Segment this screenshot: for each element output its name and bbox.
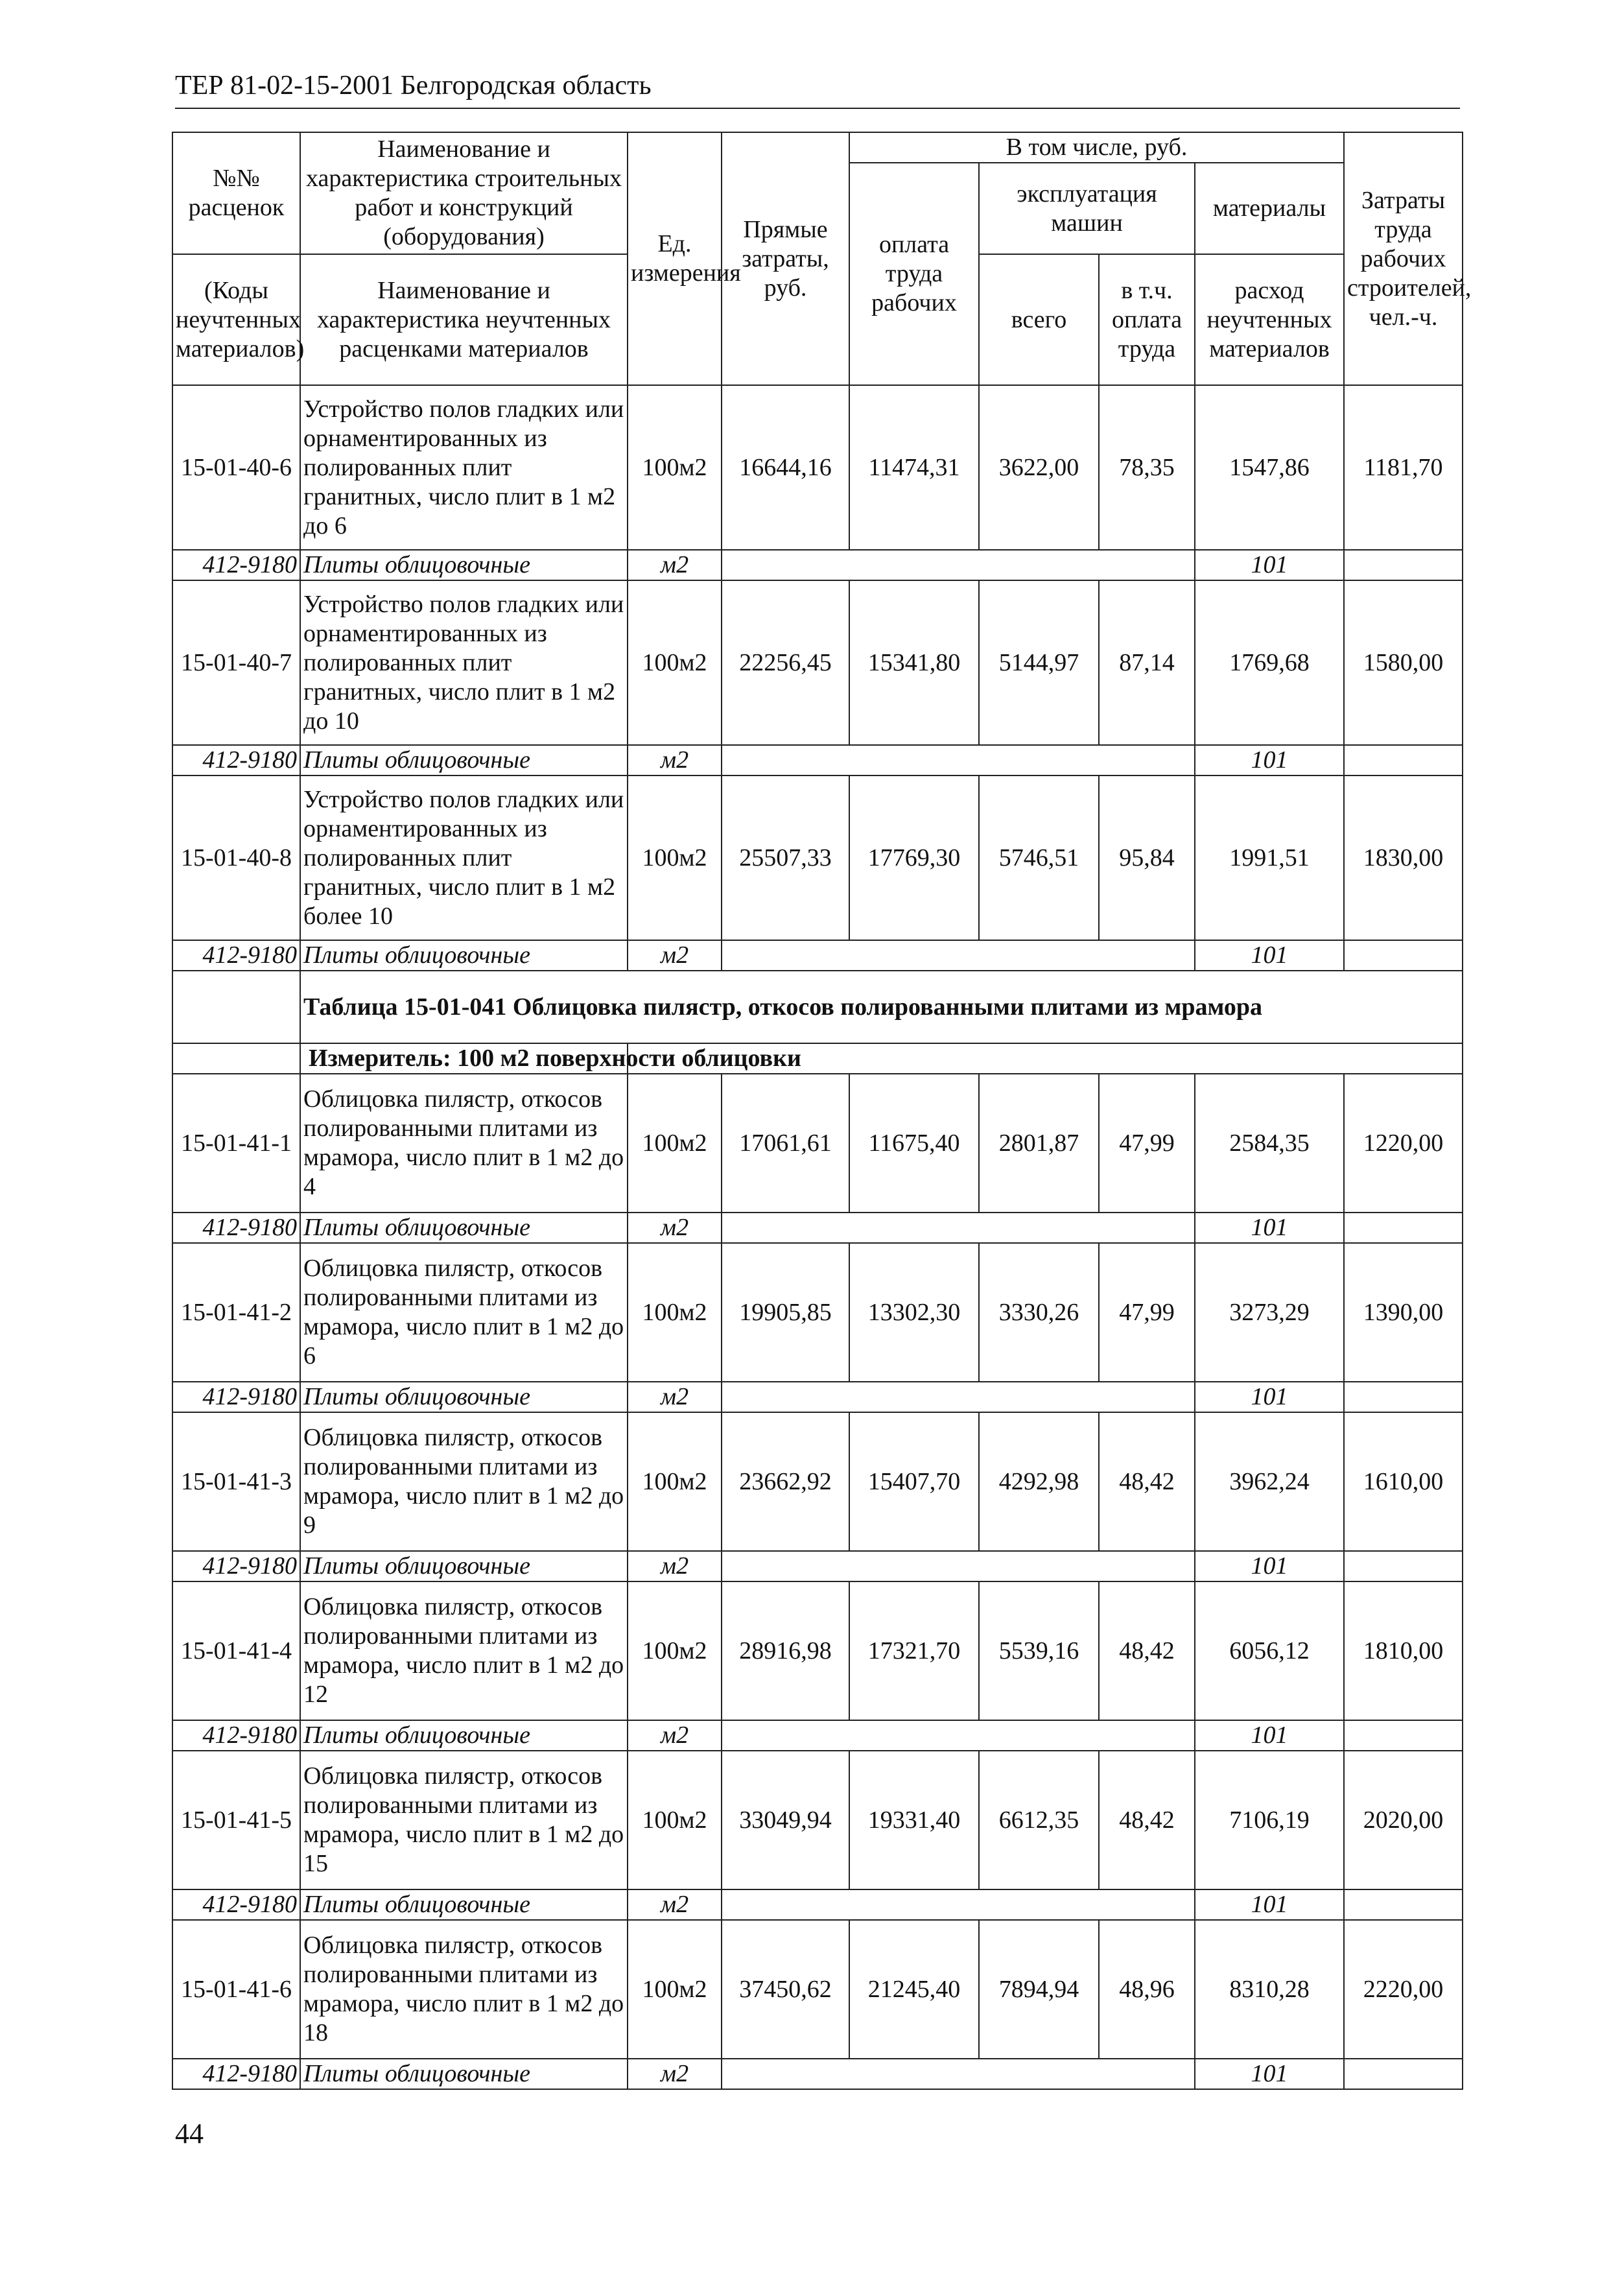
rate-code: 15-01-41-2 <box>172 1243 300 1382</box>
header-row-1 <box>172 132 1463 163</box>
material-blank-end <box>1344 745 1463 775</box>
labor-cost: 2020,00 <box>1344 1751 1463 1889</box>
col-header-labor: Затраты труда рабочих строителей, чел.-ч. <box>1344 132 1463 385</box>
materials-cost: 1991,51 <box>1195 775 1344 940</box>
machines-wages: 95,84 <box>1099 775 1195 940</box>
material-unit: м2 <box>628 1720 722 1751</box>
rate-unit: 100м2 <box>628 1243 722 1382</box>
table-title-blank <box>172 971 300 1043</box>
labor-cost: 2220,00 <box>1344 1920 1463 2059</box>
material-qty: 101 <box>1195 1382 1344 1412</box>
material-name: Плиты облицовочные <box>300 1720 628 1751</box>
col-header-materials: материалы <box>1195 163 1344 254</box>
material-code: 412-9180 <box>172 1213 300 1243</box>
machines-wages: 47,99 <box>1099 1074 1195 1213</box>
material-blank <box>722 1551 1195 1581</box>
direct-cost: 22256,45 <box>722 580 849 745</box>
rate-row <box>172 1920 1463 2059</box>
machines-wages: 47,99 <box>1099 1243 1195 1382</box>
material-code: 412-9180 <box>172 745 300 775</box>
rate-code: 15-01-40-8 <box>172 775 300 940</box>
rate-unit: 100м2 <box>628 1412 722 1551</box>
material-qty: 101 <box>1195 1720 1344 1751</box>
machines-total: 4292,98 <box>979 1412 1099 1551</box>
material-qty: 101 <box>1195 1213 1344 1243</box>
rate-code: 15-01-41-1 <box>172 1074 300 1213</box>
rate-description: Облицовка пилястр, откосов полированными плитами из мрамора, число плит в 1 м2 до 6 <box>300 1243 628 1382</box>
measure-blank <box>172 1043 300 1074</box>
material-qty: 101 <box>1195 745 1344 775</box>
measure-text: Измеритель: 100 м2 поверхности облицовки <box>300 1043 628 1074</box>
rate-code: 15-01-41-5 <box>172 1751 300 1889</box>
machines-wages: 48,42 <box>1099 1412 1195 1551</box>
header-rule <box>175 108 1460 109</box>
col-header-code: №№ расценок <box>172 132 300 254</box>
material-code: 412-9180 <box>172 1551 300 1581</box>
material-qty: 101 <box>1195 940 1344 971</box>
material-blank <box>722 1889 1195 1920</box>
rate-row <box>172 1243 1463 1382</box>
material-code: 412-9180 <box>172 940 300 971</box>
materials-cost: 2584,35 <box>1195 1074 1344 1213</box>
material-blank-end <box>1344 550 1463 580</box>
material-row <box>172 940 1463 971</box>
material-blank-end <box>1344 1551 1463 1581</box>
machines-wages: 48,42 <box>1099 1751 1195 1889</box>
material-unit: м2 <box>628 1213 722 1243</box>
rates-table <box>172 132 1472 2090</box>
material-blank-end <box>1344 1382 1463 1412</box>
material-row <box>172 1720 1463 1751</box>
material-unit: м2 <box>628 940 722 971</box>
material-name: Плиты облицовочные <box>300 550 628 580</box>
rate-row <box>172 385 1463 550</box>
material-code: 412-9180 <box>172 550 300 580</box>
material-name: Плиты облицовочные <box>300 1889 628 1920</box>
material-unit: м2 <box>628 1551 722 1581</box>
labor-cost: 1580,00 <box>1344 580 1463 745</box>
material-qty: 101 <box>1195 1889 1344 1920</box>
machines-total: 3622,00 <box>979 385 1099 550</box>
material-name: Плиты облицовочные <box>300 1551 628 1581</box>
rate-code: 15-01-40-7 <box>172 580 300 745</box>
wages-cost: 11675,40 <box>849 1074 979 1213</box>
materials-cost: 6056,12 <box>1195 1581 1344 1720</box>
material-code: 412-9180 <box>172 1382 300 1412</box>
col-header-mat-consumption: расход неучтенных материалов <box>1195 254 1344 385</box>
wages-cost: 17769,30 <box>849 775 979 940</box>
rate-description: Облицовка пилястр, откосов полированными плитами из мрамора, число плит в 1 м2 до 9 <box>300 1412 628 1551</box>
direct-cost: 33049,94 <box>722 1751 849 1889</box>
materials-cost: 3273,29 <box>1195 1243 1344 1382</box>
materials-cost: 3962,24 <box>1195 1412 1344 1551</box>
col-header-incl: В том числе, руб. <box>849 132 1344 163</box>
direct-cost: 23662,92 <box>722 1412 849 1551</box>
labor-cost: 1181,70 <box>1344 385 1463 550</box>
material-blank <box>722 745 1195 775</box>
rate-code: 15-01-40-6 <box>172 385 300 550</box>
material-unit: м2 <box>628 745 722 775</box>
material-name: Плиты облицовочные <box>300 2059 628 2089</box>
direct-cost: 25507,33 <box>722 775 849 940</box>
material-blank-end <box>1344 940 1463 971</box>
material-row <box>172 1213 1463 1243</box>
table-title-row <box>172 971 1463 1043</box>
rate-row <box>172 1581 1463 1720</box>
col-header-mach-total: всего <box>979 254 1099 385</box>
material-blank <box>722 1213 1195 1243</box>
direct-cost: 37450,62 <box>722 1920 849 2059</box>
wages-cost: 17321,70 <box>849 1581 979 1720</box>
table-title: Таблица 15-01-041 Облицовка пилястр, откосов полированными плитами из мрамора <box>300 971 1463 1043</box>
wages-cost: 21245,40 <box>849 1920 979 2059</box>
machines-total: 2801,87 <box>979 1074 1099 1213</box>
wages-cost: 11474,31 <box>849 385 979 550</box>
material-blank-end <box>1344 1720 1463 1751</box>
rate-unit: 100м2 <box>628 580 722 745</box>
material-name: Плиты облицовочные <box>300 940 628 971</box>
rate-unit: 100м2 <box>628 1581 722 1720</box>
machines-total: 3330,26 <box>979 1243 1099 1382</box>
rate-unit: 100м2 <box>628 1751 722 1889</box>
materials-cost: 1769,68 <box>1195 580 1344 745</box>
rate-row <box>172 1751 1463 1889</box>
material-blank <box>722 1720 1195 1751</box>
direct-cost: 19905,85 <box>722 1243 849 1382</box>
material-qty: 101 <box>1195 1551 1344 1581</box>
rate-code: 15-01-41-4 <box>172 1581 300 1720</box>
direct-cost: 16644,16 <box>722 385 849 550</box>
rate-description: Облицовка пилястр, откосов полированными плитами из мрамора, число плит в 1 м2 до 12 <box>300 1581 628 1720</box>
rate-unit: 100м2 <box>628 1074 722 1213</box>
material-blank-end <box>1344 1213 1463 1243</box>
rate-unit: 100м2 <box>628 775 722 940</box>
materials-cost: 8310,28 <box>1195 1920 1344 2059</box>
material-blank-end <box>1344 2059 1463 2089</box>
material-name: Плиты облицовочные <box>300 1382 628 1412</box>
machines-wages: 78,35 <box>1099 385 1195 550</box>
material-qty: 101 <box>1195 550 1344 580</box>
rate-description: Облицовка пилястр, откосов полированными плитами из мрамора, число плит в 1 м2 до 18 <box>300 1920 628 2059</box>
rate-unit: 100м2 <box>628 1920 722 2059</box>
material-code: 412-9180 <box>172 1720 300 1751</box>
material-row <box>172 1551 1463 1581</box>
rate-description: Устройство полов гладких или орнаментированных из полированных плит гранитных, число плит в 1 м2 до 10 <box>300 580 628 745</box>
material-unit: м2 <box>628 2059 722 2089</box>
material-code: 412-9180 <box>172 1889 300 1920</box>
rate-row <box>172 775 1463 940</box>
machines-total: 6612,35 <box>979 1751 1099 1889</box>
direct-cost: 28916,98 <box>722 1581 849 1720</box>
wages-cost: 15341,80 <box>849 580 979 745</box>
rate-row <box>172 580 1463 745</box>
labor-cost: 1220,00 <box>1344 1074 1463 1213</box>
wages-cost: 15407,70 <box>849 1412 979 1551</box>
labor-cost: 1610,00 <box>1344 1412 1463 1551</box>
col-header-name-materials: Наименование и характеристика неучтенных расценками материалов <box>300 254 628 385</box>
rate-code: 15-01-41-3 <box>172 1412 300 1551</box>
wages-cost: 19331,40 <box>849 1751 979 1889</box>
material-row <box>172 1382 1463 1412</box>
labor-cost: 1830,00 <box>1344 775 1463 940</box>
material-blank-end <box>1344 1889 1463 1920</box>
machines-wages: 87,14 <box>1099 580 1195 745</box>
col-header-mach-wages: в т.ч. оплата труда <box>1099 254 1195 385</box>
machines-total: 5144,97 <box>979 580 1099 745</box>
col-header-unit: Ед. измерения <box>628 132 722 385</box>
material-name: Плиты облицовочные <box>300 1213 628 1243</box>
machines-wages: 48,42 <box>1099 1581 1195 1720</box>
col-header-name: Наименование и характеристика строительных работ и конструкций (оборудования) <box>300 132 628 254</box>
direct-cost: 17061,61 <box>722 1074 849 1213</box>
col-header-machines: эксплуатация машин <box>979 163 1195 254</box>
materials-cost: 1547,86 <box>1195 385 1344 550</box>
rate-description: Устройство полов гладких или орнаментированных из полированных плит гранитных, число плит в 1 м2 более 10 <box>300 775 628 940</box>
measure-row <box>172 1043 1463 1074</box>
machines-total: 5746,51 <box>979 775 1099 940</box>
material-blank <box>722 940 1195 971</box>
material-unit: м2 <box>628 1382 722 1412</box>
rate-row <box>172 1074 1463 1213</box>
material-blank <box>722 550 1195 580</box>
labor-cost: 1390,00 <box>1344 1243 1463 1382</box>
rate-unit: 100м2 <box>628 385 722 550</box>
materials-cost: 7106,19 <box>1195 1751 1344 1889</box>
col-header-wages: оплата труда рабочих <box>849 163 979 385</box>
material-row <box>172 2059 1463 2089</box>
rate-code: 15-01-41-6 <box>172 1920 300 2059</box>
col-header-direct: Прямые затраты, руб. <box>722 132 849 385</box>
labor-cost: 1810,00 <box>1344 1581 1463 1720</box>
rate-row <box>172 1412 1463 1551</box>
document-header: ТЕР 81-02-15-2001 Белгородская область <box>175 71 652 101</box>
rate-description: Облицовка пилястр, откосов полированными плитами из мрамора, число плит в 1 м2 до 15 <box>300 1751 628 1889</box>
machines-total: 5539,16 <box>979 1581 1099 1720</box>
wages-cost: 13302,30 <box>849 1243 979 1382</box>
material-blank <box>722 1382 1195 1412</box>
material-code: 412-9180 <box>172 2059 300 2089</box>
material-row <box>172 745 1463 775</box>
material-qty: 101 <box>1195 2059 1344 2089</box>
material-unit: м2 <box>628 550 722 580</box>
material-row <box>172 550 1463 580</box>
material-unit: м2 <box>628 1889 722 1920</box>
col-header-code-materials: (Коды неучтенных материалов) <box>172 254 300 385</box>
machines-wages: 48,96 <box>1099 1920 1195 2059</box>
material-name: Плиты облицовочные <box>300 745 628 775</box>
rate-description: Облицовка пилястр, откосов полированными плитами из мрамора, число плит в 1 м2 до 4 <box>300 1074 628 1213</box>
machines-total: 7894,94 <box>979 1920 1099 2059</box>
material-blank <box>722 2059 1195 2089</box>
rate-description: Устройство полов гладких или орнаментированных из полированных плит гранитных, число плит в 1 м2 до 6 <box>300 385 628 550</box>
material-row <box>172 1889 1463 1920</box>
page-number: 44 <box>175 2118 204 2149</box>
